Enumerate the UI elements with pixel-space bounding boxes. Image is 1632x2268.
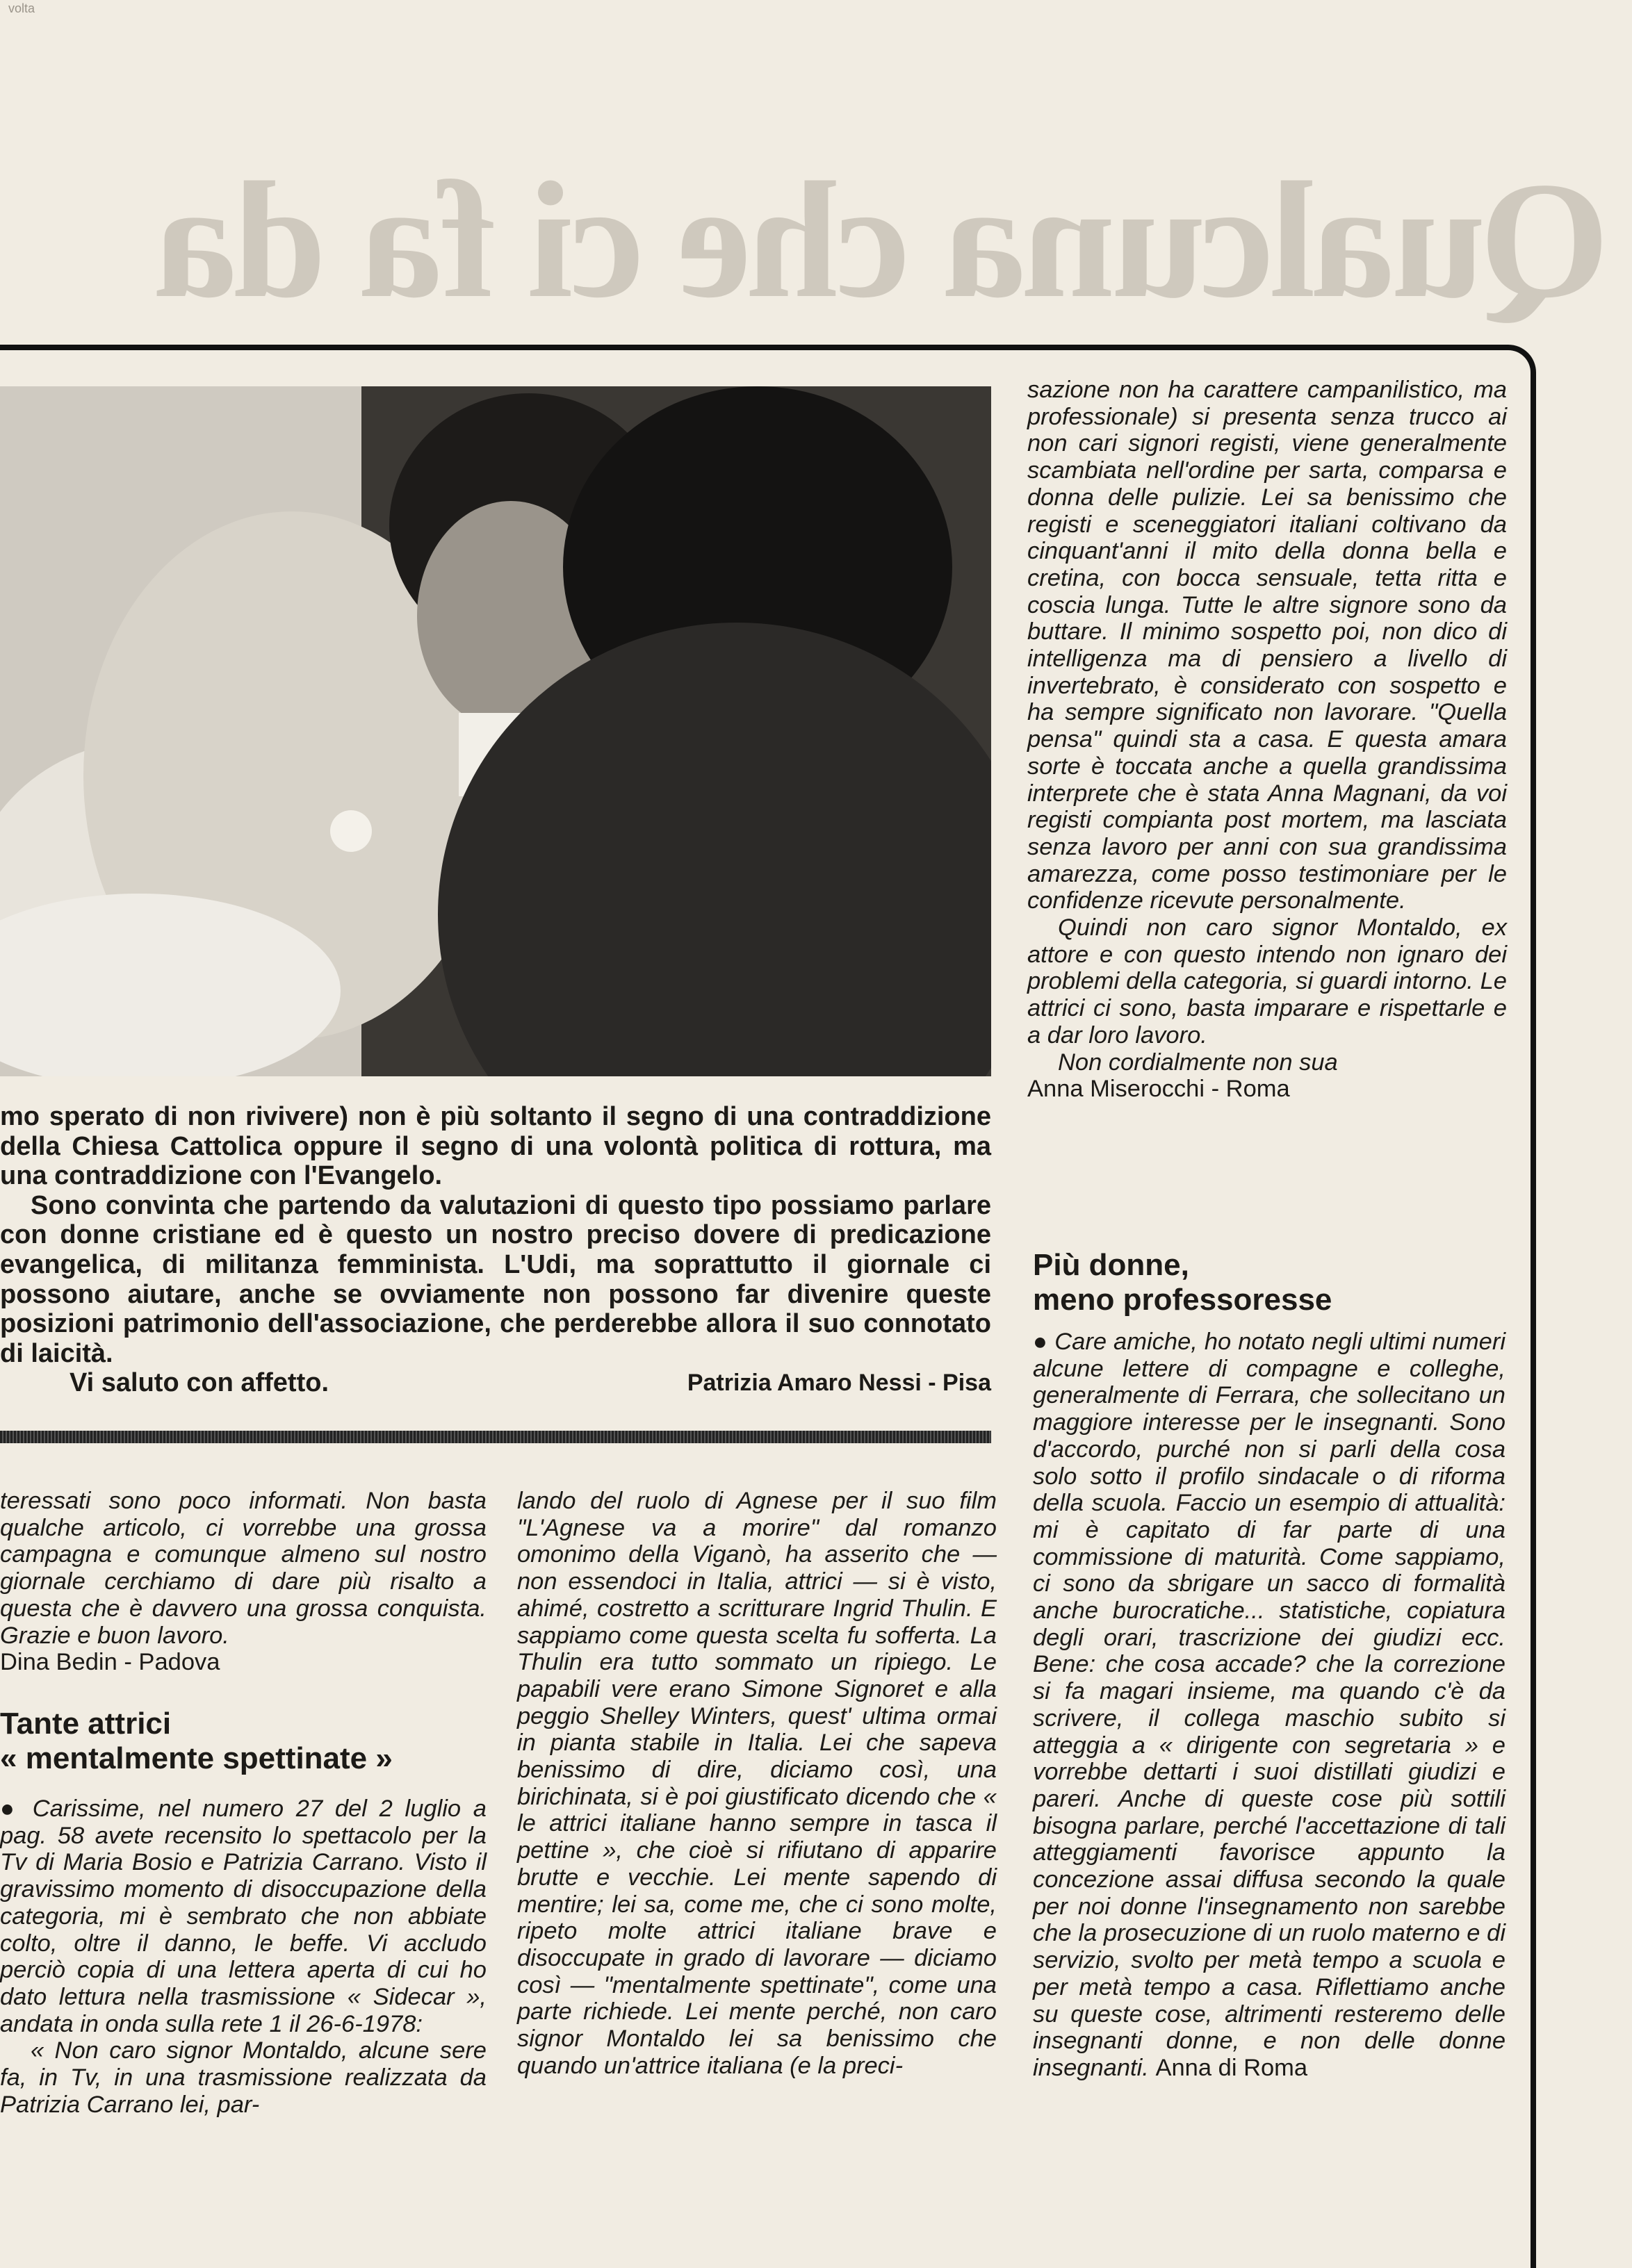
bullet-icon: ● — [0, 1796, 20, 1822]
bottom-middle-column — [517, 1488, 997, 2079]
bottom-left-intro: teressati sono poco informati. Non basta qualche articolo, ci vorrebbe una grossa campagna e comunque almeno sul nostro giornale cerchiamo di dare più risalto a questa che è davvero una grossa conquista. Grazie e buon lavoro. — [0, 1488, 487, 1649]
section-divider — [0, 1431, 991, 1443]
brooch-flower — [330, 810, 372, 852]
tante-attrici-headline — [0, 1707, 487, 1776]
bottom-left-column — [0, 1488, 487, 1676]
top-letter-signature: Patrizia Amaro Nessi - Pisa — [687, 1370, 991, 1397]
tante-attrici-letter — [0, 1796, 487, 2118]
piu-donne-headline-line-1: Più donne, — [1033, 1248, 1189, 1282]
tante-attrici-quote-start: « Non caro signor Montaldo, alcune sere fa, in Tv, in una trasmissione realizzata da Patrizia Carrano lei, par- — [0, 2037, 487, 2118]
top-letter-paragraph-1: mo sperato di non rivivere) non è più soltanto il segno di una contraddizione della Chiesa Cattolica oppure il segno di una volontà politica di rottura, ma una contraddizione con l'Evangelo. — [0, 1102, 991, 1191]
piu-donne-signature: Anna di Roma — [1155, 2054, 1308, 2081]
tante-attrici-headline-line-1: Tante attrici — [0, 1707, 172, 1741]
right-column-paragraph-2: Quindi non caro signor Montaldo, ex attore e con questo intendo non ignaro dei problemi della categoria, si guardi intorno. Le attrici ci sono, basta imparare e rispettarle e a dar loro lavoro. — [1027, 914, 1507, 1049]
top-letter — [0, 1102, 991, 1398]
right-column-signature: Anna Miserocchi - Roma — [1027, 1076, 1290, 1103]
bullet-icon: ● — [1033, 1329, 1048, 1355]
frame-right-rule — [1531, 389, 1536, 2268]
piu-donne-headline — [1033, 1248, 1505, 1317]
tante-attrici-headline-line-2: « mentalmente spettinate » — [0, 1741, 393, 1775]
top-letter-closing: Vi saluto con affetto. — [70, 1368, 329, 1398]
right-column-top — [1027, 377, 1507, 1103]
bottom-middle-text: lando del ruolo di Agnese per il suo film "L'Agnese va a morire" dal romanzo omonimo della Viganò, ha asserito che — non essendoci in Italia, attrici — si è visto, ahimé, costretto a scritturare Ingrid Thulin. E sappiamo come questa scelta fu sofferta. La Thulin era tutto sommato un ripiego. Le papabili vere erano Simone Signoret e alla peggio Shelley Winters, quest' ultima ormai in pianta stabile in Italia. Lei che sapeva benissimo di dire, diciamo così, una birichinata, si è poi giustificato dicendo che « le attrici italiane hanno sempre in tasca il pettine », che cioè si rifiutano di apparire brutte e vecchie. Lei mente sapendo di mentire; lei sa, come me, che ci sono molte, ripeto molte attrici italiane brave e disoccupate in grado di lavorare — diciamo così — "mentalmente spettinate", come una parte richiede. Lei mente perché, non caro signor Montaldo lei sa benissimo che quando un'attrice italiana (e la preci- — [517, 1488, 997, 2079]
page-corner-mark: volta — [8, 1, 35, 15]
show-through-title: Qualcuna che ci fa da — [158, 147, 1610, 332]
frame-top-rule — [0, 345, 1494, 350]
bottom-left-intro-signature: Dina Bedin - Padova — [0, 1649, 220, 1676]
top-letter-paragraph-2: Sono convinta che partendo da valutazioni di questo tipo possiamo parlare con donne cristiane ed è questo un nostro preciso dovere di predicazione evangelica, di militanza femminista. L'Udi, ma soprattutto il giornale ci possono aiutare, anche se ovviamente non possono far divenire queste posizioni patrimonio dell'associazione, che perderebbe allora il suo connotato di laicità. — [0, 1190, 991, 1368]
right-column-closing: Non cordialmente non sua — [1058, 1049, 1338, 1076]
right-column-text: sazione non ha carattere campanilistico, ma professionale) si presenta senza trucco ai non cari signori registi, viene generalmente scambiata nell'ordine per sarta, comparsa e donna delle pulizie. Lei sa benissimo che registi e sceneggiatori italiani coltivano da cinquant'anni il mito della donna bella e cretina, con bocca sensuale, tetta ritta e coscia lunga. Tutte le altre signore sono da buttare. Il minimo sospetto poi, non dico di intelligenza ma di pensiero a livello di invertebrato, è considerato con sospetto e ha sempre significato non lavorare. "Quella pensa" quindi sta a casa. E questa amara sorte è toccata anche a quella grandissima interprete che è stata Anna Magnani, da voi registi compianta post mortem, ma lasciata senza lavoro per anni con sua grandissima amarezza, come posso testimoniare per le confidenze ricevute personalmente. — [1027, 377, 1507, 914]
piu-donne-headline-line-2: meno professoresse — [1033, 1283, 1332, 1317]
article-photo — [0, 386, 991, 1076]
tante-attrici-body: Carissime, nel numero 27 del 2 luglio a pag. 58 avete recensito lo spettacolo per la Tv di Maria Bosio e Patrizia Carrano. Visto il gravissimo momento di disoccupazione della categoria, mi è sembrato che non abbiate colto, oltre il danno, le beffe. Vi accludo perciò copia di una lettera aperta di cui ho dato lettura nella trasmissione « Sidecar », andata in onda sulla rete 1 il 26-6-1978: — [0, 1796, 487, 2037]
piu-donne-body: Care amiche, ho notato negli ultimi numeri alcune lettere di compagne e colleghe, generalmente di Ferrara, che sollecitano un maggiore interesse per le insegnanti. Sono d'accordo, purché non si parli della cosa solo sotto il profilo sindacale o di riforma della scuola. Faccio un esempio di attualità: mi è capitato di far parte di una commissione di maturità. Come sappiamo, ci sono da sbrigare un sacco di formalità anche burocratiche... statistiche, copiatura degli orari, trascrizione dei giudizi ecc. Bene: che cosa accade? che la correzione si fa magari insieme, ma quando c'è da scrivere, il collega maschio subito si atteggia a « dirigente con segretaria » e vorrebbe dettarti i suoi distillati giudizi e pareri. Anche di queste cose più sottili bisogna parlare, perché l'accettazione di tali atteggiamenti favorisce appunto la concezione assai diffusa secondo la quale per noi donne l'insegnamento non sarebbe che la prosecuzione di un ruolo materno e di servizio, svolto per metà tempo a scuola e per metà tempo a casa. Riflettiamo anche su queste cose, altrimenti resteremo delle insegnanti donne, e non delle donne insegnanti. — [1033, 1329, 1505, 2081]
photo-illustration — [0, 386, 991, 1076]
piu-donne-letter — [1033, 1329, 1505, 2082]
